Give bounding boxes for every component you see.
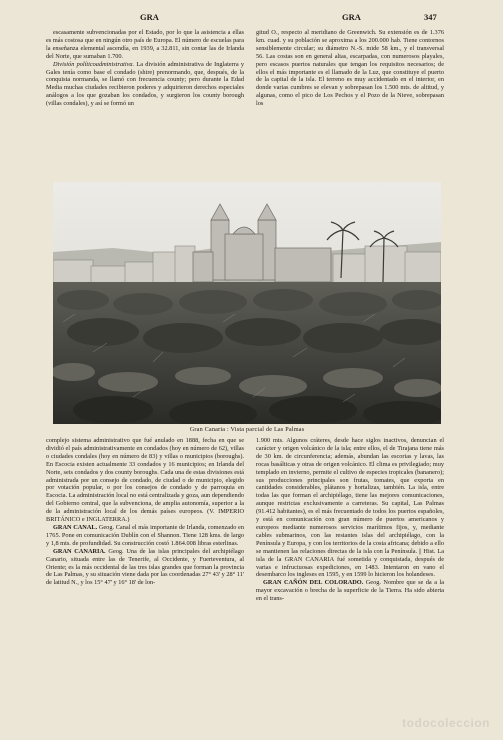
header-left-word: GRA — [140, 12, 159, 22]
paragraph-text: La división administrativa de Inglaterra y Gales tenía como base el condado (shire) prenormando, que, después, de la conquista normanda, se llamó con frecuencia county; pero durante la Edad Media muchas ciudades recibieron poderes y adquirieron derechos especiales análogos a los que gozaban los condados, y surgieron los county borough (villas condales), y así se formó un — [46, 60, 244, 108]
entry-gran-canon — [256, 579, 444, 603]
photo-caption: Gran Canaria : Vista parcial de Las Palmas — [189, 426, 305, 433]
paragraph: escasamente subvencionadas por el Estado, por lo que la asistencia a ellas es más costosa que en ningún otro país de Europa. El número de escuelas para la enseñanza elemental ascendía, en 1939, a 32.811, sin contar las de Irlanda del Norte, que sumaban 1.700. — [46, 29, 244, 60]
running-header — [0, 12, 503, 26]
entry-text: Geog. Una de las islas principales del archipiélago Canario, situada entre las de Tenerife, al Occidente, y Fuerteventura, al Oriente; es la más occidental de las tres islas grandes que forman la provincia de Las Palmas, y su situación viene dada por las coordenadas 27° 43' y 28° 11' de latitud N., y los 15° 47' y 16° 18' de lon- — [46, 547, 244, 587]
entry-gran-canaria — [46, 548, 244, 588]
watermark: todocoleccion — [402, 716, 490, 730]
paragraph: gitud O., respecto al meridiano de Greenwich. Su extensión es de 1.376 km. cuad. y su población se aproxima a los 200.000 hab. Tiene contornos sensiblemente circular; su diámetro N.-S. mide 58 km., y el transversal 56. Las costas son en general altas, escarpadas, con numerosos playales, pero escasos puertos naturales que tengan los requisitos necesarios; de ellos el más importante es el llamado de la Luz, que constituye el puerto de la capital de la isla. El terreno es muy accidentado en el interior, en donde varias cumbres se elevan y sobrepasan los 1.500 mts. de altitud, y algunas, como el pico de Los Pechos y el Pozo de la Nieve, sobrepasan los — [256, 29, 444, 108]
header-right-word: GRA — [342, 12, 361, 22]
entry-term: GRAN CANAL. — [53, 523, 98, 531]
page-number: 347 — [424, 12, 437, 22]
entry-text: Geog. Nombre que se da a la mayor excavación o brecha de la superficie de la Tierra. Ha sido abierta en el trans- — [256, 579, 444, 603]
paragraph — [46, 61, 244, 108]
entry-gran-canal — [46, 524, 244, 548]
paragraph: 1.900 mts. Algunos cráteres, desde hace siglos inactivos, denuncian el carácter y origen volcánico de la isla; entre ellos, el de Tirajana tiene más de 30 km. de circunferencia; además, abundan las escorias y lavas, las rocas basálticas y otras de origen volcánico. El clima es privilegiado; muy templado en invierno, permite el cultivo de especies tropicales (bananero); sus producciones principales son frutas, tomates, que exporta en cantidades considerables, plátanos y hortalizas, también. La isla, entre todas las que forman el archipiélago, tiene las mejores comunicaciones, aunque restrictas exclusivamente a carreteras. Su capital, Las Palmas (91.412 habitantes), es el más frecuentado de todos los puertos españoles, y está en comunicación con gran número de puertos americanos y europeos mediante numerosos servicios marítimos fijos, y, mediante cables submarinos, con las restantes islas del archipiélago, con la Península y Europa, y con los territorios de la costa africana; debido a ello se mantienen las relaciones directas de la isla con la Península. || Hist. La isla de la GRAN CANARIA fué sometida y conquistada, después de varias e infructuosas expediciones, en 1483. Intentaron en vano el desembarco los ingleses en 1595, y en 1599 lo hicieron los holandeses. — [256, 437, 444, 579]
entry-term: GRAN CANARIA. — [53, 547, 106, 555]
column-bottom-left — [46, 437, 244, 727]
section-heading: División políticoadministrativa. — [53, 60, 135, 68]
column-bottom-right — [256, 437, 444, 727]
photo-las-palmas — [53, 182, 441, 424]
entry-text: Geog. Canal el más importante de Irlanda, comenzado en 1765. Pone en comunicación Dublín con el Shannon. Tiene 128 kms. de largo y 1,8 mts. de profundidad. Su construcción costó 1.864.008 libras esterlinas. — [46, 523, 244, 547]
entry-term: GRAN CAÑÓN DEL COLORADO. — [263, 579, 364, 587]
city-landscape-image — [53, 182, 441, 424]
paragraph: complejo sistema administrativo que fué anulado en 1888, fecha en que se dividió el país administrativamente en condados (hoy en número de 62), villas o ciudades condales (hoy en número de 83) y villas o municipios (boroughs). En Escocia existen actualmente 33 condados y 16 municipios; en Irlanda del Norte, seis condados y dos county boroughs. Cada una de estas divisiones está administrada por un consejo de condado, de ciudad o de municipio, elegido por votación popular, o por los consejos de condado y de parroquia en Escocia. La administración local no está centralizada y goza, aun dependiendo del Gobierno central, que la subvenciona, de amplia autonomía, superior a la de la administración local de los demás países europeos. (V. IMPERIO BRITÁNICO e INGLATERRA.) — [46, 437, 244, 524]
